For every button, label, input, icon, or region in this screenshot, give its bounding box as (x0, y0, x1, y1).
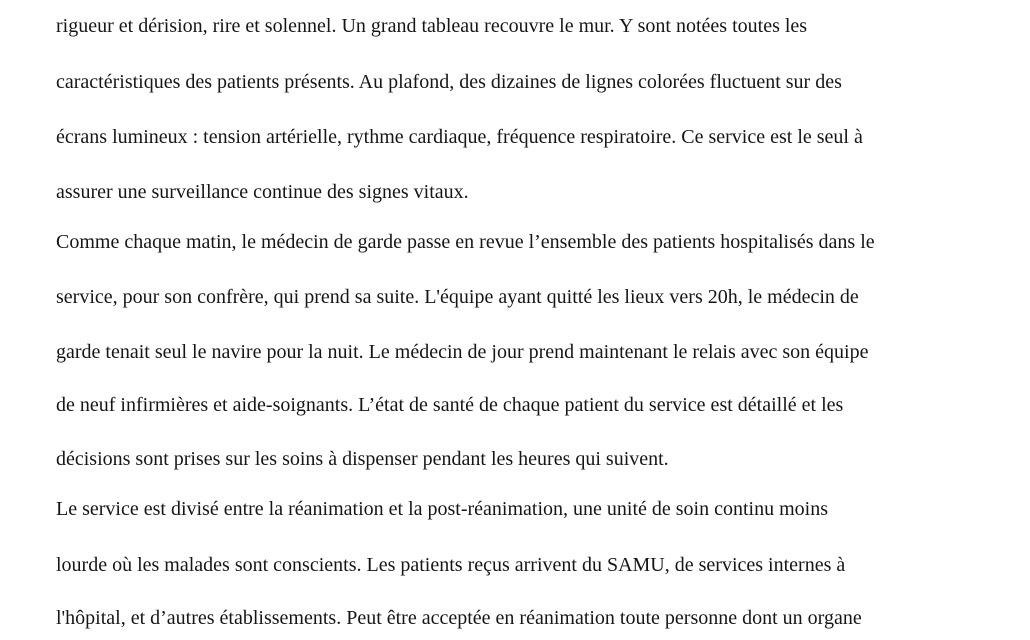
text-line: caractéristiques des patients présents. Au plafond, des dizaines de lignes colorées fluctuent sur des (56, 71, 842, 93)
text-line: Le service est divisé entre la réanimation et la post-réanimation, une unité de soin continu moins (56, 498, 828, 520)
text-line: service, pour son confrère, qui prend sa suite. L'équipe ayant quitté les lieux vers 20h, le médecin de (56, 286, 859, 308)
text-line: assurer une surveillance continue des signes vitaux. (56, 181, 469, 203)
text-line: rigueur et dérision, rire et solennel. Un grand tableau recouvre le mur. Y sont notées toutes les (56, 15, 808, 37)
text-line: de neuf infirmières et aide-soignants. L’état de santé de chaque patient du service est détaillé et les (56, 394, 844, 416)
text-line: écrans lumineux : tension artérielle, rythme cardiaque, fréquence respiratoire. Ce service est le seul à (56, 126, 863, 148)
text-line: garde tenait seul le navire pour la nuit. Le médecin de jour prend maintenant le relais avec son équipe (56, 341, 869, 363)
text-line: lourde où les malades sont conscients. Les patients reçus arrivent du SAMU, de services internes à (56, 554, 846, 576)
text-line: Comme chaque matin, le médecin de garde passe en revue l’ensemble des patients hospitalisés dans le (56, 231, 875, 253)
text-line: décisions sont prises sur les soins à dispenser pendant les heures qui suivent. (56, 448, 669, 470)
text-line: l'hôpital, et d’autres établissements. Peut être acceptée en réanimation toute personne dont un organe (56, 607, 862, 629)
